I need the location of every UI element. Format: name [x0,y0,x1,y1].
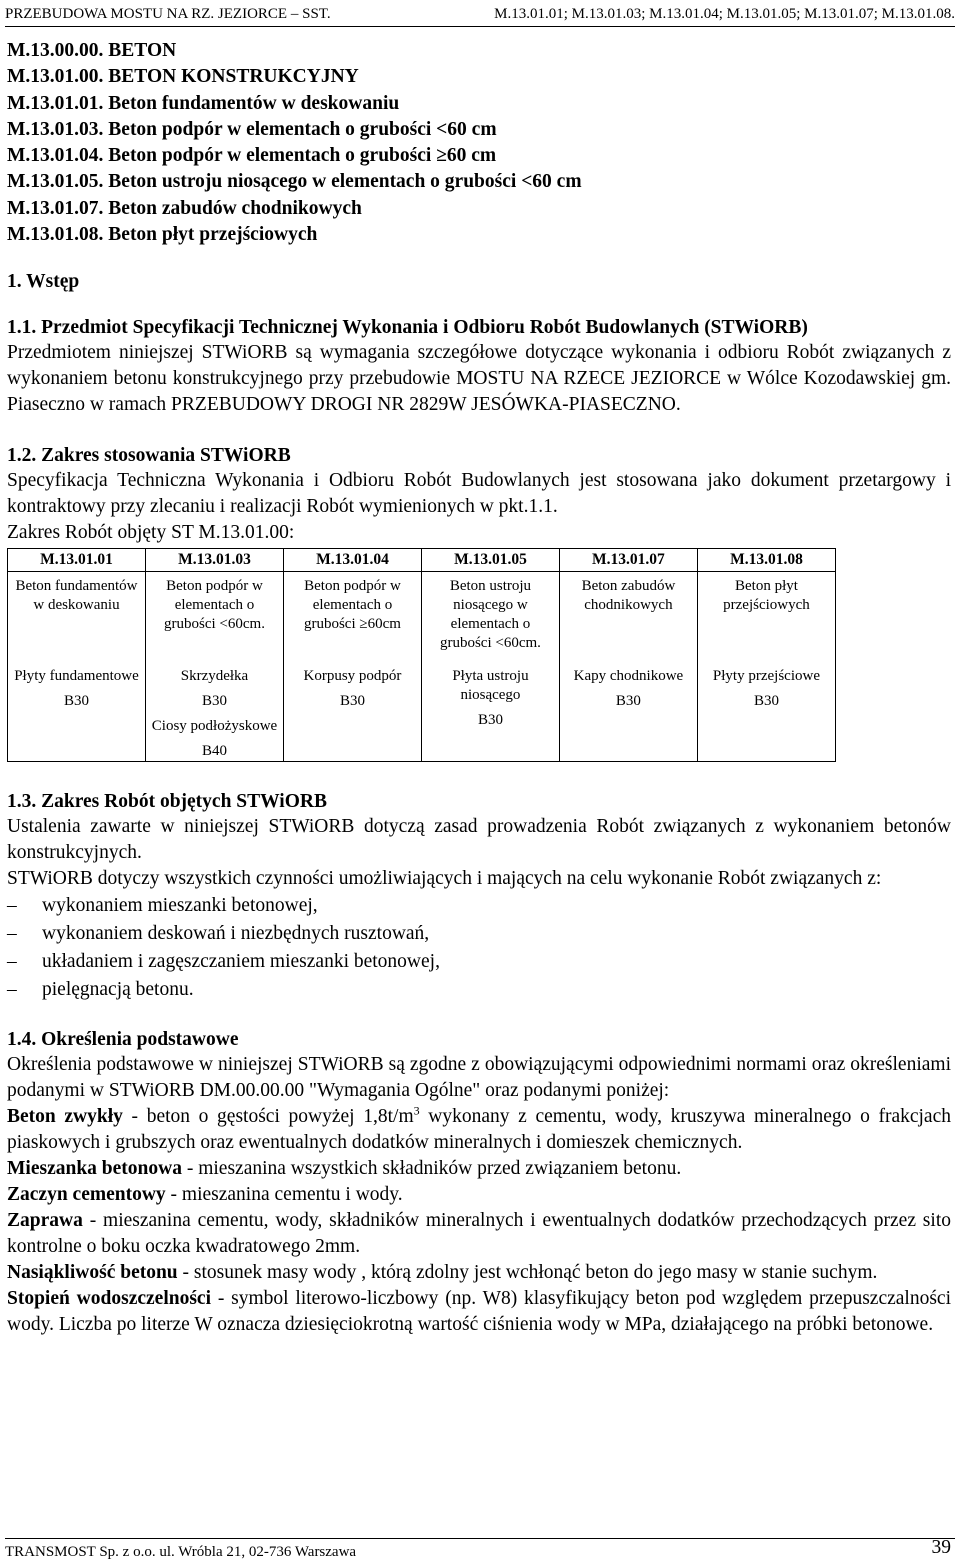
table-header-cell: M.13.01.01 [8,549,146,572]
spec-code: M.13.00.00. BETON [7,40,177,61]
section-heading-1-3: 1.3. Zakres Robót objętych STWiORB [7,791,327,813]
section-1-3-text: STWiORB dotyczy wszystkich czynności umożliwiających i mających na celu wykonanie Robót związanych z: [7,868,882,890]
spec-code: M.13.01.00. BETON KONSTRUKCYJNY [7,66,359,88]
header-title: PRZEBUDOWA MOSTU NA RZ. JEZIORCE – SST. [5,6,331,22]
list-item: – wykonaniem deskowań i niezbędnych rusztowań, [7,920,951,948]
section-1-2-text: Specyfikacja Techniczna Wykonania i Odbioru Robót Budowlanych jest stosowana jako dokument przetargowy i kontraktowy przy zlecaniu i realizacji Robót wymienionych w pkt.1.1. [7,470,951,518]
section-heading-1-2: 1.2. Zakres stosowania STWiORB [7,445,291,467]
section-1-4-intro: Określenia podstawowe w niniejszej STWiORB są zgodne z obowiązującymi odpowiednimi normami oraz określeniami podanymi w STWiORB DM.00.00.00 "Wymagania Ogólne" oraz podanymi poniżej: [7,1054,951,1102]
table-header-row [8,549,836,572]
element-name: Ciosy podłożyskowe [151,718,278,735]
concrete-class: B30 [477,712,503,729]
concrete-class: B30 [63,693,89,710]
dash-marker: – [7,895,17,917]
element-name: Kapy chodnikowe [573,668,684,685]
spec-code: M.13.01.07. Beton zabudów chodnikowych [7,197,362,219]
section-1-3-text: Ustalenia zawarte w niniejszej STWiORB dotyczą zasad prowadzenia Robót związanych z wykonaniem betonów konstrukcyjnych. [7,816,951,864]
definition-term: Zaprawa [7,1210,83,1232]
element-name: Skrzydełka [180,668,249,685]
table-cell: Beton podpór w elementach o grubości ≥60cm [283,572,421,654]
footer-address: TRANSMOST Sp. z o.o. ul. Wróbla 21, 02-736 Warszawa [5,1544,357,1560]
table-header-cell: M.13.01.07 [559,549,697,572]
table-cell: Beton fundamentów w deskowaniu [8,572,146,654]
list-item: – wykonaniem mieszanki betonowej, [7,892,951,920]
page-footer [5,1537,955,1560]
element-name: Płyty przejściowe [712,668,820,685]
table-row [8,572,836,654]
concrete-class: B30 [753,693,779,710]
spec-code: M.13.01.04. Beton podpór w elementach o grubości ≥60 cm [7,145,497,167]
definition-term: Mieszanka betonowa [7,1158,182,1180]
list-item: – układaniem i zagęszczaniem mieszanki betonowej, [7,948,951,976]
dash-marker: – [7,951,17,973]
table-cell [8,653,146,762]
spec-code: M.13.01.01. Beton fundamentów w deskowaniu [7,92,400,114]
table-row [8,653,836,762]
section-heading-1-1: 1.1. Przedmiot Specyfikacji Technicznej Wykonania i Odbioru Robót Budowlanych (STWiORB) [7,317,808,339]
table-header-cell: M.13.01.04 [283,549,421,572]
dash-marker: – [7,979,17,1001]
spec-code: M.13.01.03. Beton podpór w elementach o grubości <60 cm [7,118,497,140]
table-cell: Beton płyt przejściowych [697,572,835,654]
concrete-class: B30 [339,693,365,710]
element-name: Płyta ustroju niosącego [452,668,529,704]
spec-code: M.13.01.08. Beton płyt przejściowych [7,224,318,246]
table-cell [421,653,559,762]
element-name: Płyty fundamentowe [14,668,139,685]
definition: Nasiąkliwość betonu - stosunek masy wody , którą zdolny jest wchłonąć beton do jego masy w stanie suchym. [7,1262,878,1284]
definition: Mieszanka betonowa - mieszanina wszystkich składników przed związaniem betonu. [7,1158,682,1180]
works-list [7,892,951,1004]
definition: Beton zwykły - beton o gęstości powyżej $1,8t/m^3$ wykonany z cementu, wody, kruszywa mineralnego o frakcjach piaskowych i grubszych oraz ewentualnych dodatków mineralnych i domieszek chemicznych. [7,1103,951,1154]
definition: Zaczyn cementowy - mieszanina cementu i wody. [7,1184,403,1206]
table-cell: Beton podpór w elementach o grubości <60cm. [145,572,283,654]
table-cell: Beton zabudów chodnikowych [559,572,697,654]
table-cell: Beton ustroju niosącego w elementach o grubości <60cm. [421,572,559,654]
page-content [7,38,951,1338]
section-1-1-text: Przedmiotem niniejszej STWiORB są wymagania szczegółowe dotyczące wykonania i odbioru Robót związanych z wykonaniem betonu konstrukcyjnego przy przebudowie MOSTU NA RZECE JEZIORCE w Wólce Kozodawskiej gm. Piaseczno w ramach PRZEBUDOWY DROGI NR 2829W JESÓWKA-PIASECZNO. [7,342,951,416]
table-header-cell: M.13.01.08 [697,549,835,572]
table-header-cell: M.13.01.03 [145,549,283,572]
scope-label: Zakres Robót objęty ST M.13.01.00: [7,522,295,544]
page-number: 39 [931,1537,951,1558]
section-heading-1-4: 1.4. Określenia podstawowe [7,1029,239,1051]
definition-term: Zaczyn cementowy [7,1184,166,1206]
element-name: Korpusy podpór [303,668,402,685]
concrete-class: B30 [201,693,227,710]
spec-code: M.13.01.05. Beton ustroju niosącego w elementach o grubości <60 cm [7,171,582,193]
page-header [5,4,955,27]
table-cell [145,653,283,762]
spec-code-list [7,38,951,248]
definition-term: Stopień wodoszczelności [7,1288,211,1310]
table-cell [283,653,421,762]
table-header-cell: M.13.01.05 [421,549,559,572]
section-heading-1: 1. Wstęp [7,271,80,293]
concrete-class: B40 [201,743,227,760]
definition: Zaprawa - mieszanina cementu, wody, składników mineralnych i ewentualnych dodatków przechodzących przez sito kontrolne o boku oczka kwadratowego 2mm. [7,1210,951,1258]
concrete-class: B30 [615,693,641,710]
header-codes: M.13.01.01; M.13.01.03; M.13.01.04; M.13.01.05; M.13.01.07; M.13.01.08. [494,6,955,22]
list-item: – pielęgnacją betonu. [7,976,951,1004]
definition-term: Beton zwykły [7,1106,123,1128]
table-cell [697,653,835,762]
definition: Stopień wodoszczelności - symbol literowo-liczbowy (np. W8) klasyfikujący beton pod względem przepuszczalności wody. Liczba po literze W oznacza dziesięciokrotną wartość ciśnienia wody w MPa, działającego na próbki betonowe. [7,1288,951,1336]
table-cell [559,653,697,762]
scope-table [7,548,836,762]
dash-marker: – [7,923,17,945]
definition-term: Nasiąkliwość betonu [7,1262,178,1284]
